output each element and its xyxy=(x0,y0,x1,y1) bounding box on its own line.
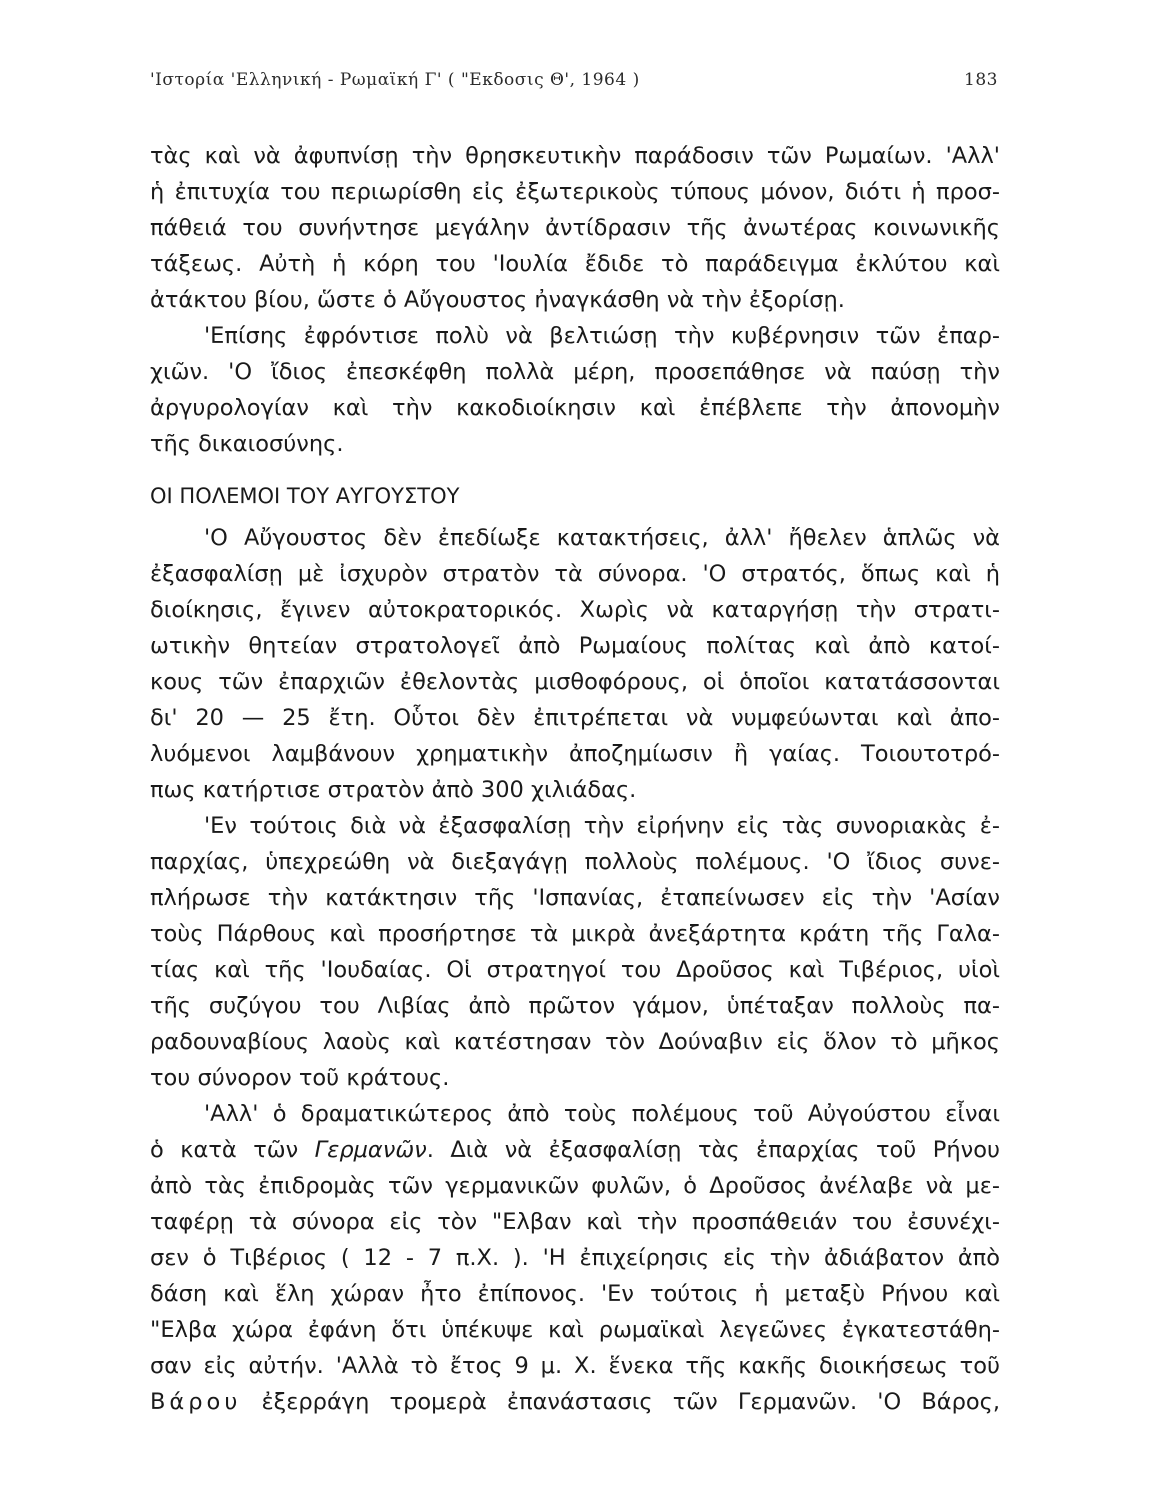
text-line: σεν ὁ Τιβέριος ( 12 - 7 π.Χ. ). 'Η ἐπιχείρησις εἰς τὴν ἀδιάβατον ἀπὸ xyxy=(150,1245,1000,1271)
text-line: ἀπὸ τὰς ἐπιδρομὰς τῶν γερμανικῶν φυλῶν, ὁ Δροῦσος ἀνέλαβε νὰ με- xyxy=(150,1173,1000,1199)
section-heading: ΟΙ ΠΟΛΕΜΟΙ ΤΟΥ ΑΥΓΟΥΣΤΟΥ xyxy=(150,484,460,508)
paragraph-4 xyxy=(150,808,1000,1096)
text-line: τοὺς Πάρθους καὶ προσήρτησε τὰ μικρὰ ἀνεξάρτητα κράτη τῆς Γαλα- xyxy=(150,921,1000,947)
text-line: ωτικὴν θητείαν στρατολογεῖ ἀπὸ Ρωμαίους πολίτας καὶ ἀπὸ κατοί- xyxy=(150,633,1000,659)
text-run: . Διὰ νὰ ἐξασφαλίσῃ τὰς ἐπαρχίας τοῦ Ρήνου xyxy=(426,1137,1000,1163)
paragraph-1 xyxy=(150,138,1000,318)
text-line: ἐξασφαλίσῃ μὲ ἰσχυρὸν στρατὸν τὰ σύνορα. 'Ο στρατός, ὅπως καὶ ἡ xyxy=(150,561,1000,587)
text-line: ἀργυρολογίαν καὶ τὴν κακοδιοίκησιν καὶ ἐπέβλεπε τὴν ἀπονομὴν xyxy=(150,395,1000,421)
spaced-name: Βάρου xyxy=(150,1389,242,1415)
text-line: τάξεως. Αὐτὴ ἡ κόρη του 'Ιουλία ἔδιδε τὸ παράδειγμα ἐκλύτου καὶ xyxy=(150,251,1000,277)
text-line: δάση καὶ ἕλη χώραν ἦτο ἐπίπονος. 'Εν τούτοις ἡ μεταξὺ Ρήνου καὶ xyxy=(150,1281,1000,1307)
text-line xyxy=(150,1132,1000,1168)
text-run: ἐξερράγη τρομερὰ ἐπανάστασις τῶν Γερμανῶν. 'Ο Βάρος, xyxy=(241,1389,1000,1415)
italic-term: Γερμανῶν xyxy=(314,1137,427,1163)
text-line: πάθειά του συνήντησε μεγάλην ἀντίδρασιν τῆς ἀνωτέρας κοινωνικῆς xyxy=(150,215,1000,241)
text-line: τῆς δικαιοσύνης. xyxy=(150,431,344,457)
paragraph-3 xyxy=(150,520,1000,808)
text-line: διοίκησις, ἔγινεν αὐτοκρατορικός. Χωρὶς νὰ καταργήσῃ τὴν στρατι- xyxy=(150,597,1000,623)
text-line: παρχίας, ὑπεχρεώθη νὰ διεξαγάγῃ πολλοὺς πολέμους. 'Ο ἴδιος συνε- xyxy=(150,849,1000,875)
text-line: λυόμενοι λαμβάνουν χρηματικὴν ἀποζημίωσιν ἢ γαίας. Τοιουτοτρό- xyxy=(150,741,1000,767)
text-line: 'Επίσης ἐφρόντισε πολὺ νὰ βελτιώσῃ τὴν κυβέρνησιν τῶν ἐπαρ- xyxy=(204,323,1000,349)
page-number: 183 xyxy=(964,70,998,90)
text-line: ραδουναβίους λαοὺς καὶ κατέστησαν τὸν Δούναβιν εἰς ὅλον τὸ μῆκος xyxy=(150,1029,1000,1055)
running-header xyxy=(150,70,998,90)
text-line: δι' 20 — 25 ἔτη. Οὗτοι δὲν ἐπιτρέπεται νὰ νυμφεύωνται καὶ ἀπο- xyxy=(150,705,1000,731)
text-line: τίας καὶ τῆς 'Ιουδαίας. Οἱ στρατηγοί του Δροῦσος καὶ Τιβέριος, υἱοὶ xyxy=(150,957,1000,983)
text-line: ἀτάκτου βίου, ὥστε ὁ Αὔγουστος ἠναγκάσθη νὰ τὴν ἐξορίσῃ. xyxy=(150,287,845,313)
text-line: κους τῶν ἐπαρχιῶν ἐθελοντὰς μισθοφόρους, οἱ ὁποῖοι κατατάσσονται xyxy=(150,669,1000,695)
text-run: ὁ κατὰ τῶν xyxy=(150,1137,299,1163)
text-line: χιῶν. 'Ο ἴδιος ἐπεσκέφθη πολλὰ μέρη, προσεπάθησε νὰ παύσῃ τὴν xyxy=(150,359,1000,385)
text-line: πλήρωσε τὴν κατάκτησιν τῆς 'Ισπανίας, ἐταπείνωσεν εἰς τὴν 'Ασίαν xyxy=(150,885,1000,911)
running-title: 'Ιστορία 'Ελληνική - Ρωμαϊκή Γ' ( "Εκδοσις Θ', 1964 ) xyxy=(150,70,640,90)
text-line: 'Ο Αὔγουστος δὲν ἐπεδίωξε κατακτήσεις, ἀλλ' ἤθελεν ἁπλῶς νὰ xyxy=(204,525,1000,551)
paragraph-5 xyxy=(150,1096,1000,1420)
page-body xyxy=(150,138,1000,1420)
text-line: σαν εἰς αὐτήν. 'Αλλὰ τὸ ἔτος 9 μ. Χ. ἕνεκα τῆς κακῆς διοικήσεως τοῦ xyxy=(150,1353,1000,1379)
text-line: ἡ ἐπιτυχία του περιωρίσθη εἰς ἐξωτερικοὺς τύπους μόνον, διότι ἡ προσ- xyxy=(150,179,1000,205)
text-line: "Ελβα χώρα ἐφάνη ὅτι ὑπέκυψε καὶ ρωμαϊκαὶ λεγεῶνες ἐγκατεστάθη- xyxy=(150,1317,1000,1343)
text-line: 'Εν τούτοις διὰ νὰ ἐξασφαλίσῃ τὴν εἰρήνην εἰς τὰς συνοριακὰς ἐ- xyxy=(204,813,1000,839)
text-line xyxy=(150,1384,1000,1420)
text-line: ταφέρῃ τὰ σύνορα εἰς τὸν "Ελβαν καὶ τὴν προσπάθειάν του ἐσυνέχι- xyxy=(150,1209,1000,1235)
text-line: πως κατήρτισε στρατὸν ἀπὸ 300 χιλιάδας. xyxy=(150,777,637,803)
text-line: τῆς συζύγου του Λιβίας ἀπὸ πρῶτον γάμον, ὑπέταξαν πολλοὺς πα- xyxy=(150,993,1000,1019)
text-line: του σύνορον τοῦ κράτους. xyxy=(150,1065,450,1091)
text-line: 'Αλλ' ὁ δραματικώτερος ἀπὸ τοὺς πολέμους τοῦ Αὐγούστου εἶναι xyxy=(204,1101,1000,1127)
text-line: τὰς καὶ νὰ ἀφυπνίσῃ τὴν θρησκευτικὴν παράδοσιν τῶν Ρωμαίων. 'Αλλ' xyxy=(150,143,1000,169)
paragraph-2 xyxy=(150,318,1000,462)
